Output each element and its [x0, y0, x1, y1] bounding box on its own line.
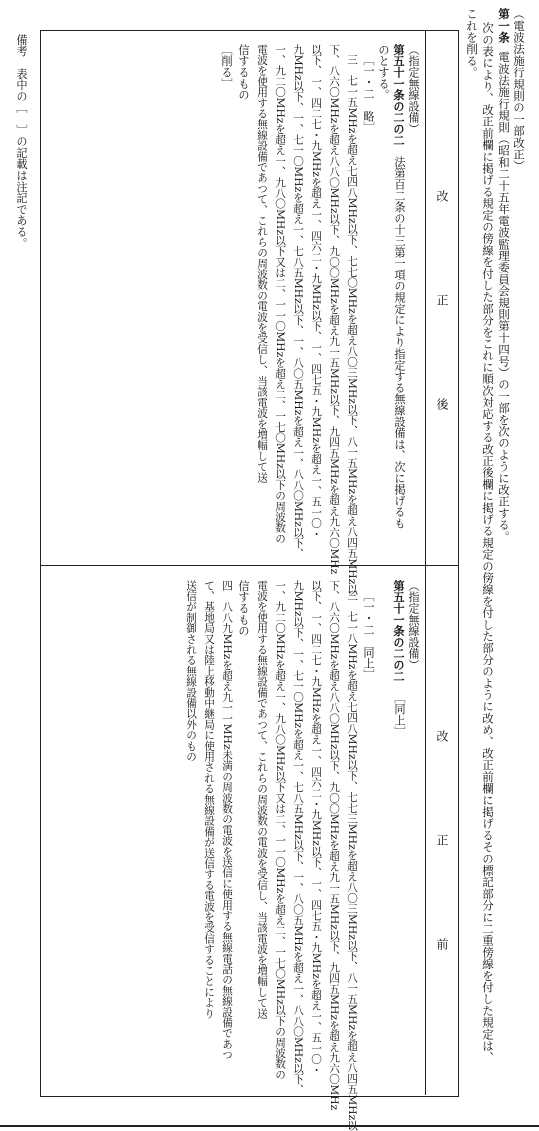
header-line3: これを削る。 — [465, 8, 479, 79]
before-line-9: 信するもの — [237, 580, 250, 637]
before-line-12: 送信が制御される無線設備以外のもの — [185, 580, 197, 762]
column-header-after: 改 正 後 — [435, 190, 449, 450]
header-article-label: 第一条 — [497, 8, 511, 44]
header-line2: 次の表により、改正前欄に掲げる規定の傍線を付した部分をこれに順次対応する改正後欄に掲げる規定の傍線を付した部分のように改め、改正前欄に掲げるその標記部分に二重傍線を付した規定は、 — [481, 22, 495, 1064]
page-bottom-rule — [0, 1125, 539, 1127]
after-line-5: 以下、一、四二七・九MHzを超え一、四六二・九MHz以下、一、四七五・九MHzを超え一、五一〇・ — [310, 44, 322, 540]
before-article-line — [391, 580, 407, 737]
after-article-line — [391, 44, 407, 529]
before-article-text: ［同上］ — [393, 691, 406, 737]
table-header-divider — [425, 30, 426, 1095]
after-article: 第五十一条の二の二 — [392, 44, 406, 146]
after-line-4: 下、八六〇MHzを超え八八〇MHz以下、九〇〇MHzを超え九一五MHz以下、九四五MHzを超え九六〇MHz — [328, 44, 340, 575]
table-note: 備考 表中の［ ］の記載は注記である。 — [15, 34, 28, 249]
after-line-6: 九MHz以下、一、七一〇MHzを超え一、七八五MHz以下、一、八〇五MHzを超え一、八八〇MHz以下、 — [292, 44, 304, 560]
before-line-5: 以下、一、四二七・九MHzを超え一、四六二・九MHz以下、一、四七五・九MHzを超え一、五一〇・ — [310, 580, 322, 1076]
after-line-9: 信するもの — [237, 44, 250, 101]
header-line1: 電波法施行規則（昭和二十五年電波監理委員会規則第十四号）の一部を次のように改正する。 — [497, 51, 511, 543]
header-title: （電波法施行規則の一部改正） — [512, 8, 526, 172]
after-line-10: ［削る］ — [220, 44, 233, 90]
after-line-1: のとする。 — [377, 44, 390, 101]
before-article: 第五十一条の二の二 — [392, 580, 406, 682]
table-row-divider — [40, 565, 458, 566]
before-line-2: ［一・二 同上］ — [362, 590, 375, 681]
after-line-2: ［一・二 略］ — [362, 54, 375, 134]
before-line-7: 一、九二〇MHzを超え一、九八〇MHz以下又は二、一一〇MHzを超え二、一七〇MHz以下の周波数の — [274, 580, 286, 1080]
before-caption: （指定無線設備） — [407, 580, 420, 671]
before-line-8: 電波を使用する無線設備であつて、これらの周波数の電波を受信し、当該電波を増幅して送 — [256, 580, 268, 1019]
after-article-text: 法第百二条の十三第一項の規定により指定する無線設備は、次に掲げるも — [393, 155, 406, 529]
before-line-3: 三 七一八MHzを超え七四八MHz以下、七七三MHzを超え八〇三MHz以下、八一五MHzを超え八四五MHz以 — [346, 590, 358, 1131]
before-line-10: 四 八八九MHzを超え九一一MHz未満の周波数の電波を送信に使用する無線電話の無線設備であつ — [221, 580, 233, 1060]
before-line-4: 下、八六〇MHzを超え八八〇MHz以下、九〇〇MHzを超え九一五MHz以下、九四五MHzを超え九六〇MHz — [328, 580, 340, 1111]
before-line-6: 九MHz以下、一、七一〇MHzを超え一、七八五MHz以下、一、八〇五MHzを超え一、八八〇MHz以下、 — [292, 580, 304, 1096]
after-line-3: 三 七一五MHzを超え七四八MHz以下、七七〇MHzを超え八〇三MHz以下、八一五MHzを超え八四五MHz以 — [346, 54, 358, 596]
header-article-line — [496, 8, 512, 543]
after-line-7: 一、九二〇MHzを超え一、九八〇MHz以下又は二、一一〇MHzを超え二、一七〇MHz以下の周波数の — [274, 44, 286, 544]
after-caption: （指定無線設備） — [407, 44, 420, 135]
column-header-before: 改 正 前 — [435, 730, 449, 990]
after-line-8: 電波を使用する無線設備であつて、これらの周波数の電波を受信し、当該電波を増幅して送 — [256, 44, 268, 483]
before-line-11: て、基地局又は陸上移動中継局に使用される無線設備が送信する電波を受信することにより — [203, 580, 215, 1019]
